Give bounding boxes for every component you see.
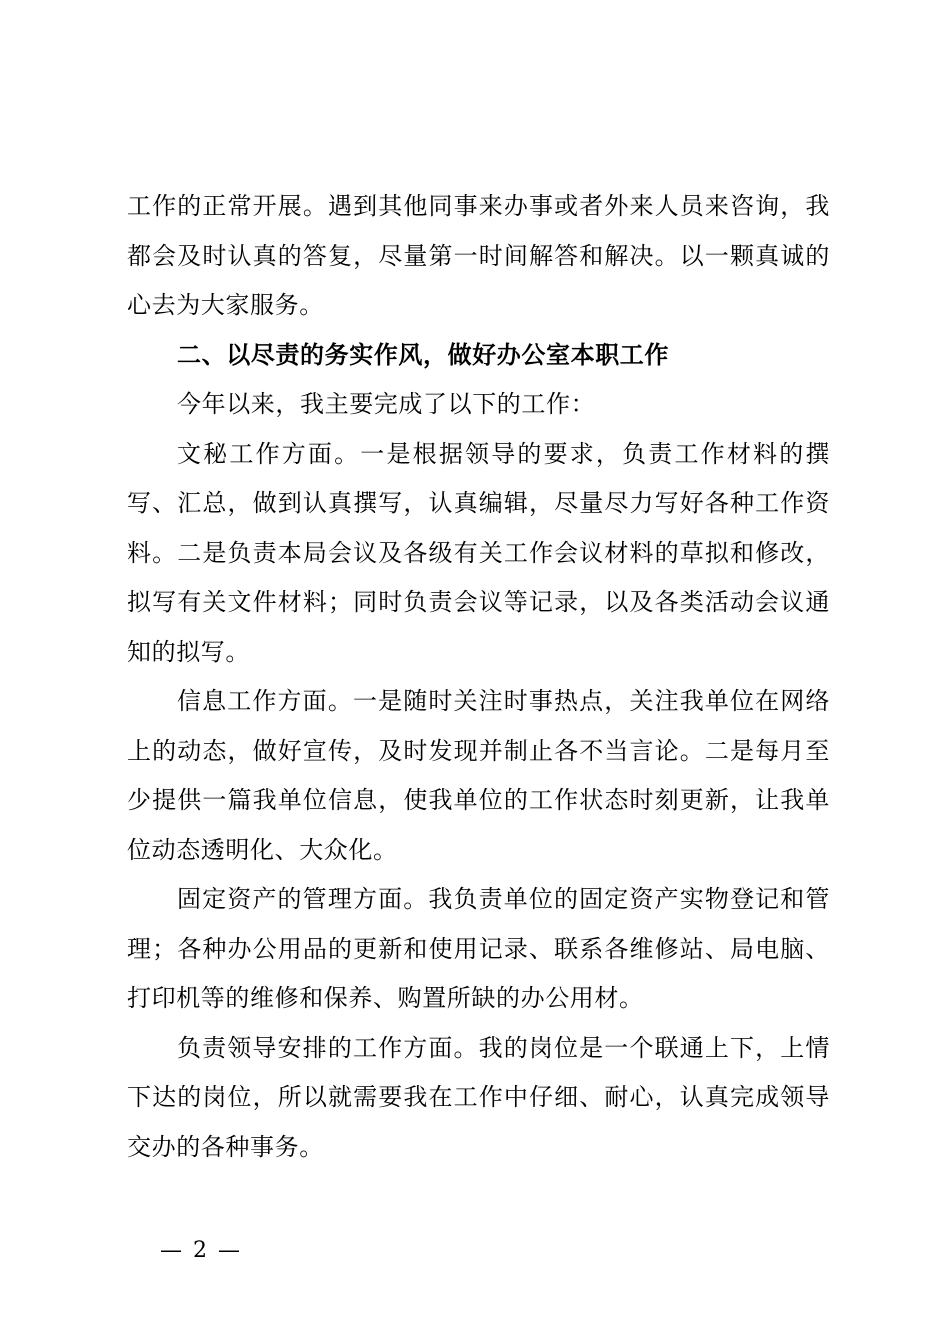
paragraph-fixed-assets: 固定资产的管理方面。我负责单位的固定资产实物登记和管理；各种办公用品的更新和使用记录、联系各维修站、局电脑、打印机等的维修和保养、购置所缺的办公用材。 <box>127 885 830 1012</box>
paragraph-secretarial-work: 文秘工作方面。一是根据领导的要求，负责工作材料的撰写、汇总，做到认真撰写，认真编辑，尽量尽力写好各种工作资料。二是负责本局会议及各级有关工作会议材料的草拟和修改，拟写有关文件材料；同时负责会议等记录，以及各类活动会议通知的拟写。 <box>127 439 830 666</box>
page-number: — 2 — <box>160 1238 242 1263</box>
section-heading: 二、以尽责的务实作风，做好办公室本职工作 <box>177 340 669 369</box>
paragraph-leader-assignments: 负责领导安排的工作方面。我的岗位是一个联通上下，上情下达的岗位，所以就需要我在工作中仔细、耐心，认真完成领导交办的各种事务。 <box>127 1033 830 1161</box>
document-body <box>127 182 830 1172</box>
paragraph-information-work: 信息工作方面。一是随时关注时事热点，关注我单位在网络上的动态，做好宣传，及时发现并制止各不当言论。二是每月至少提供一篇我单位信息，使我单位的工作状态时刻更新，让我单位动态透明化、大众化。 <box>127 687 830 864</box>
paragraph-intro: 今年以来，我主要完成了以下的工作： <box>177 390 596 418</box>
paragraph-continuation: 工作的正常开展。遇到其他同事来办事或者外来人员来咨询，我都会及时认真的答复，尽量第一时间解答和解决。以一颗真诚的心去为大家服务。 <box>127 192 830 319</box>
